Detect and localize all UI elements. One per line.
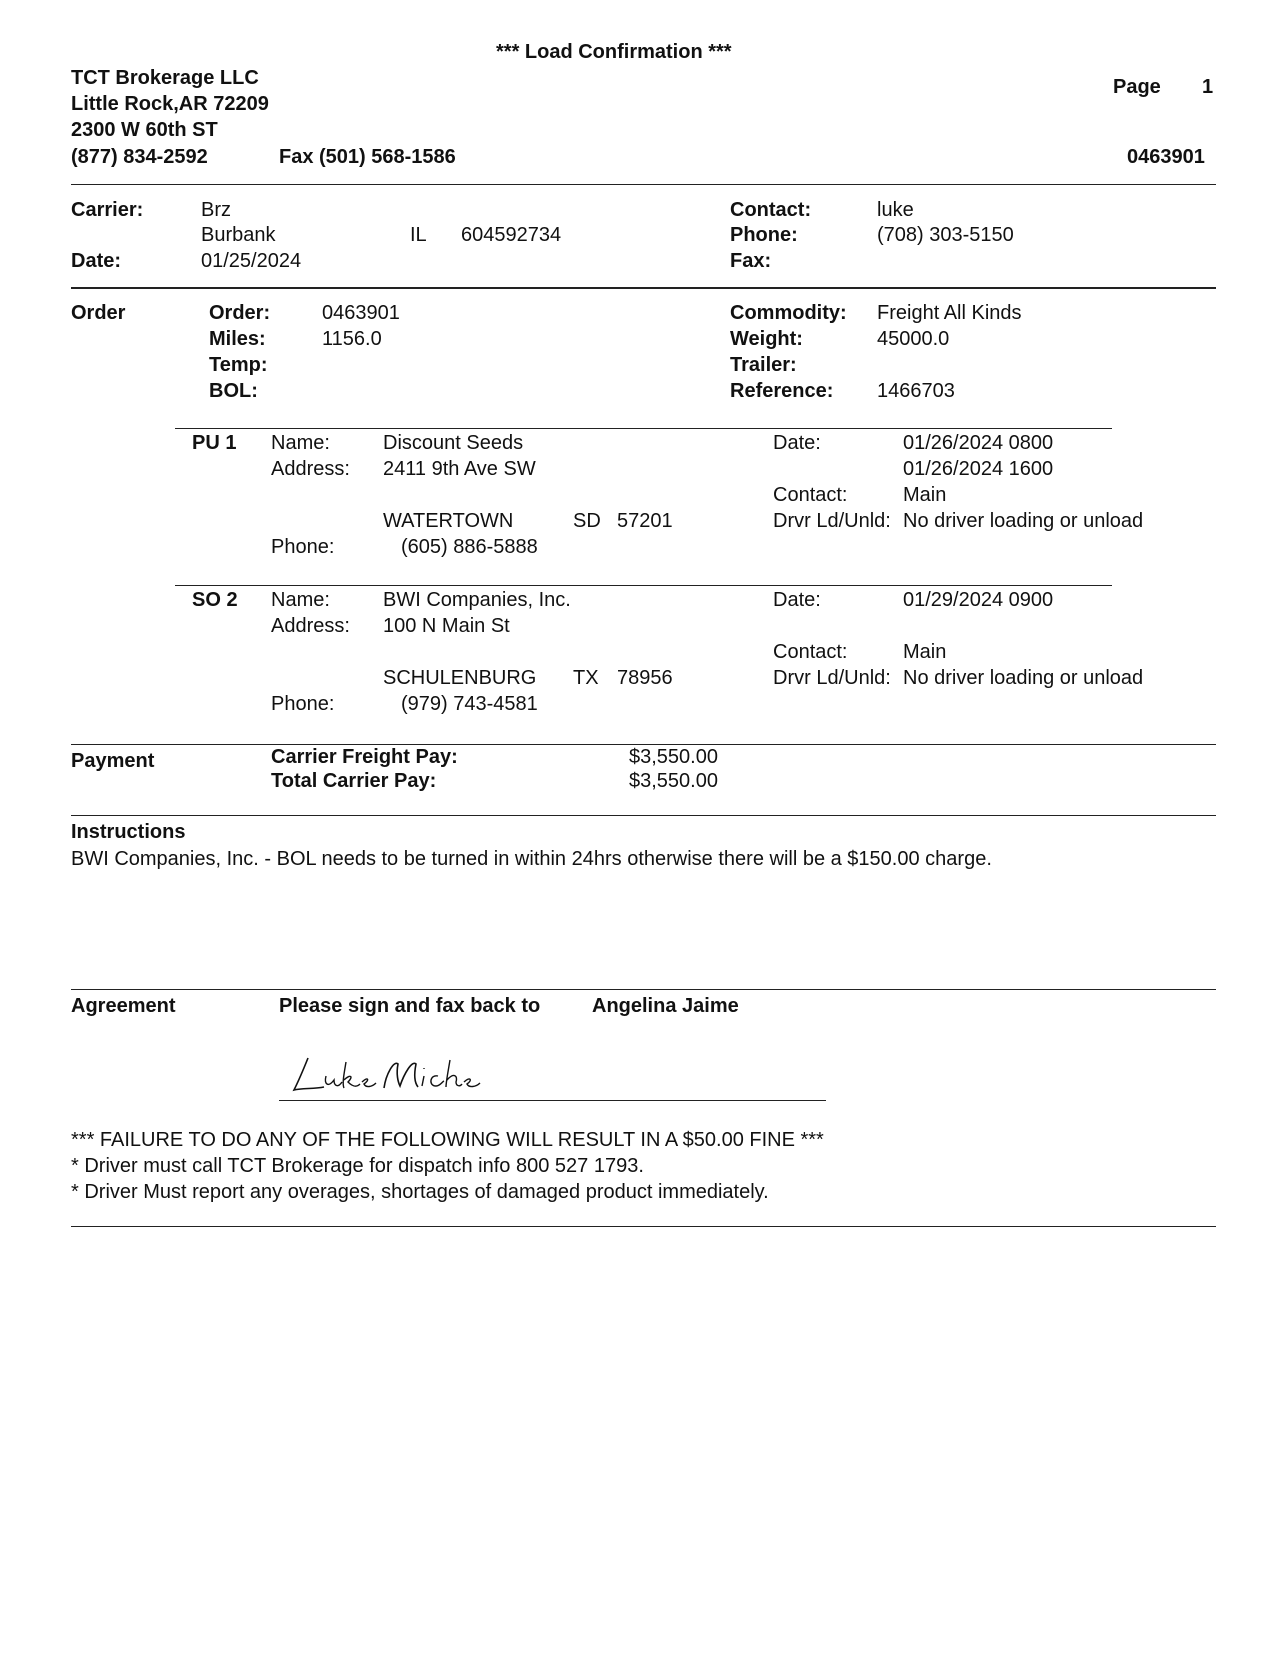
- stop-phone: (979) 743-4581: [401, 693, 538, 715]
- stop-contact-label: Contact:: [773, 484, 848, 506]
- stop-city: SCHULENBURG: [383, 667, 537, 689]
- divider: [71, 184, 1216, 185]
- total-pay-amount: $3,550.00: [629, 770, 718, 792]
- stop-driver-label: Drvr Ld/Unld:: [773, 510, 891, 532]
- stop-driver-note: No driver loading or unload: [903, 510, 1144, 532]
- notice-item: * Driver must call TCT Brokerage for dispatch info 800 527 1793.: [71, 1155, 644, 1177]
- divider: [71, 287, 1216, 289]
- date-label: Date:: [71, 250, 122, 272]
- order-section-label: Order: [71, 302, 126, 324]
- stop-contact-label: Contact:: [773, 641, 848, 663]
- stop-date-end: 01/26/2024 1600: [903, 458, 1054, 480]
- page-number: 1: [1202, 76, 1214, 98]
- carrier-phone: (708) 303-5150: [877, 224, 1014, 246]
- stop-address: 2411 9th Ave SW: [383, 458, 536, 480]
- divider: [71, 815, 1216, 816]
- phone-label: Phone:: [730, 224, 798, 246]
- stop-date-start: 01/29/2024 0900: [903, 589, 1054, 611]
- stop-tag: SO 2: [192, 589, 238, 611]
- total-pay-label: Total Carrier Pay:: [271, 770, 437, 792]
- stop-name-label: Name:: [271, 589, 330, 611]
- divider: [71, 1226, 1216, 1227]
- stop-phone-label: Phone:: [271, 536, 335, 558]
- signature: [290, 1052, 490, 1096]
- stop-address-label: Address:: [271, 458, 350, 480]
- company-street: 2300 W 60th ST: [71, 119, 218, 141]
- stop-state: SD: [573, 510, 601, 532]
- order-reference: 1466703: [877, 380, 955, 402]
- carrier-date: 01/25/2024: [201, 250, 302, 272]
- stop-state: TX: [573, 667, 599, 689]
- stop-driver-note: No driver loading or unload: [903, 667, 1144, 689]
- stop-name: Discount Seeds: [383, 432, 524, 454]
- stop-date-label: Date:: [773, 432, 821, 454]
- order-miles: 1156.0: [322, 328, 382, 350]
- contact-label: Contact:: [730, 199, 812, 221]
- commodity-label: Commodity:: [730, 302, 847, 324]
- weight-label: Weight:: [730, 328, 803, 350]
- carrier-name: Brz: [201, 199, 231, 221]
- divider: [175, 428, 1112, 429]
- stop-zip: 78956: [617, 667, 673, 689]
- document-title: *** Load Confirmation ***: [496, 41, 732, 63]
- signature-line: [279, 1100, 826, 1101]
- carrier-city: Burbank: [201, 224, 276, 246]
- stop-date-start: 01/26/2024 0800: [903, 432, 1054, 454]
- page-label: Page: [1113, 76, 1161, 98]
- reference-label: Reference:: [730, 380, 834, 402]
- stop-contact: Main: [903, 484, 947, 506]
- document-number: 0463901: [1127, 146, 1205, 168]
- stop-driver-label: Drvr Ld/Unld:: [773, 667, 891, 689]
- stop-zip: 57201: [617, 510, 673, 532]
- payment-section-label: Payment: [71, 750, 155, 772]
- fine-heading: *** FAILURE TO DO ANY OF THE FOLLOWING WILL RESULT IN A $50.00 FINE ***: [71, 1129, 824, 1151]
- order-commodity: Freight All Kinds: [877, 302, 1022, 324]
- instructions-text: BWI Companies, Inc. - BOL needs to be turned in within 24hrs otherwise there will be a $150.00 charge.: [71, 848, 992, 870]
- freight-pay-label: Carrier Freight Pay:: [271, 746, 458, 768]
- freight-pay-amount: $3,550.00: [629, 746, 718, 768]
- fax-recipient: Angelina Jaime: [592, 995, 739, 1017]
- agreement-label: Agreement: [71, 995, 176, 1017]
- stop-city: WATERTOWN: [383, 510, 514, 532]
- stop-address: 100 N Main St: [383, 615, 510, 637]
- order-number: 0463901: [322, 302, 400, 324]
- divider: [175, 585, 1112, 586]
- miles-label: Miles:: [209, 328, 266, 350]
- stop-date-label: Date:: [773, 589, 821, 611]
- order-weight: 45000.0: [877, 328, 950, 350]
- company-city: Little Rock,AR 72209: [71, 93, 269, 115]
- carrier-contact: luke: [877, 199, 914, 221]
- carrier-label: Carrier:: [71, 199, 144, 221]
- trailer-label: Trailer:: [730, 354, 797, 376]
- stop-phone: (605) 886-5888: [401, 536, 538, 558]
- stop-phone-label: Phone:: [271, 693, 335, 715]
- carrier-id: 604592734: [461, 224, 562, 246]
- stop-address-label: Address:: [271, 615, 350, 637]
- stop-name-label: Name:: [271, 432, 330, 454]
- company-phone: (877) 834-2592: [71, 146, 208, 168]
- bol-label: BOL:: [209, 380, 258, 402]
- notice-item: * Driver Must report any overages, shortages of damaged product immediately.: [71, 1181, 769, 1203]
- divider: [71, 989, 1216, 990]
- order-label: Order:: [209, 302, 271, 324]
- fax-label: Fax:: [730, 250, 772, 272]
- sign-prompt: Please sign and fax back to: [279, 995, 541, 1017]
- stop-name: BWI Companies, Inc.: [383, 589, 571, 611]
- stop-contact: Main: [903, 641, 947, 663]
- stop-tag: PU 1: [192, 432, 237, 454]
- company-name: TCT Brokerage LLC: [71, 67, 259, 89]
- company-fax: Fax (501) 568-1586: [279, 146, 456, 168]
- carrier-state: IL: [410, 224, 427, 246]
- temp-label: Temp:: [209, 354, 268, 376]
- instructions-heading: Instructions: [71, 821, 186, 843]
